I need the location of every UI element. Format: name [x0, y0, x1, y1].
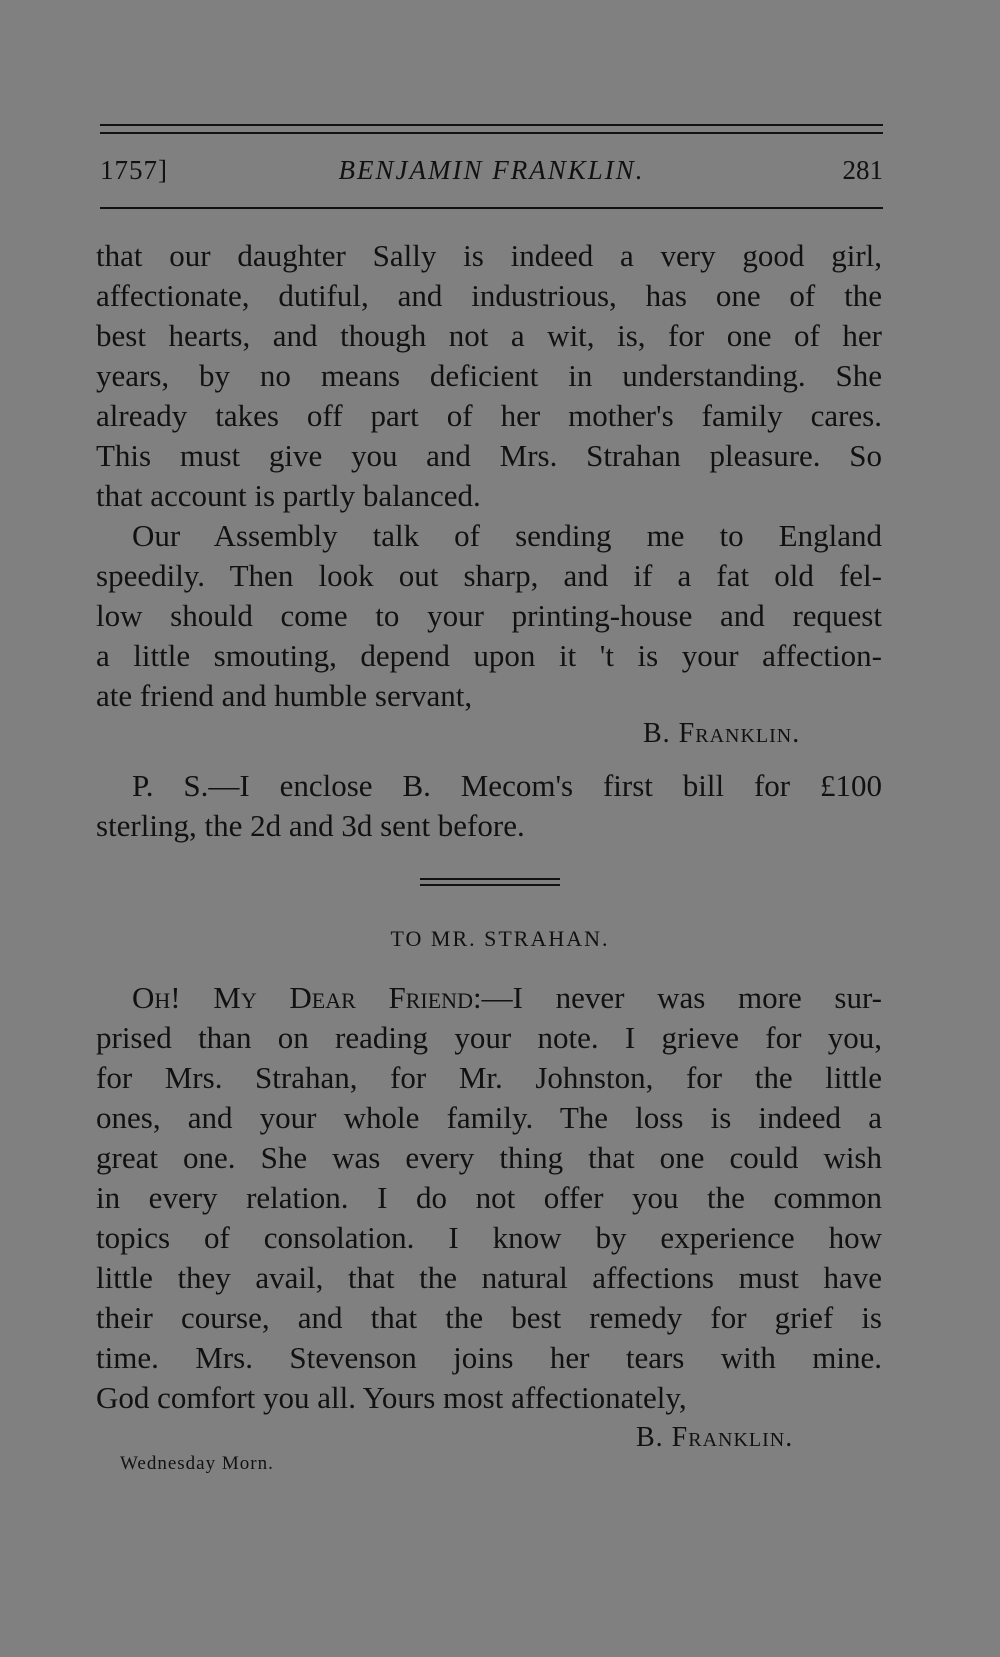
postscript-line: sterling, the 2d and 3d sent before. — [96, 808, 525, 843]
header-title: BENJAMIN FRANKLIN. — [338, 155, 645, 185]
salutation: Oh! My Dear Friend — [132, 980, 473, 1015]
signature: B. Franklin. — [636, 1422, 794, 1453]
text-line: This must give you and Mrs. Strahan pleasure. So — [96, 438, 882, 473]
text-line: speedily. Then look out sharp, and if a fat old fel- — [96, 558, 882, 593]
text-line: topics of consolation. I know by experience how — [96, 1220, 882, 1255]
signature: B. Franklin. — [643, 718, 801, 749]
text-line: God comfort you all. Yours most affectionately, — [96, 1380, 687, 1415]
text-line: ate friend and humble servant, — [96, 678, 473, 713]
header-year: 1757] — [100, 155, 168, 185]
text-line: affectionate, dutiful, and industrious, has one of the — [96, 278, 882, 313]
text-line: years, by no means deficient in understanding. She — [96, 358, 882, 393]
text-line: Our Assembly talk of sending me to England — [132, 518, 882, 553]
text-line: already takes off part of her mother's family cares. — [96, 398, 882, 433]
header-bottom-rule — [100, 207, 883, 209]
text-line: that our daughter Sally is indeed a very good girl, — [96, 238, 882, 273]
text-line: great one. She was every thing that one could wish — [96, 1140, 882, 1175]
text-line: their course, and that the best remedy for grief is — [96, 1300, 882, 1335]
text-line: low should come to your printing-house and request — [96, 598, 882, 633]
header-top-double-rule — [100, 124, 883, 134]
text-line: for Mrs. Strahan, for Mr. Johnston, for the little — [96, 1060, 882, 1095]
text-line: that account is partly balanced. — [96, 478, 481, 513]
section-divider — [420, 878, 560, 886]
letter-heading: TO MR. STRAHAN. — [390, 926, 610, 951]
running-header — [100, 155, 883, 195]
page-number: 281 — [842, 155, 883, 185]
text-line: best hearts, and though not a wit, is, for one of her — [96, 318, 882, 353]
text-line: prised than on reading your note. I grieve for you, — [96, 1020, 882, 1055]
dateline: Wednesday Morn. — [120, 1453, 274, 1474]
body-first-line: :—I never was more sur- — [472, 980, 882, 1015]
text-line: in every relation. I do not offer you the common — [96, 1180, 882, 1215]
text-line: a little smouting, depend upon it 't is your affection- — [96, 638, 882, 673]
text-line: little they avail, that the natural affections must have — [96, 1260, 882, 1295]
text-line — [132, 978, 882, 1018]
text-line: time. Mrs. Stevenson joins her tears with mine. — [96, 1340, 882, 1375]
text-line: ones, and your whole family. The loss is indeed a — [96, 1100, 882, 1135]
postscript-line: P. S.—I enclose B. Mecom's first bill for £100 — [132, 768, 882, 803]
